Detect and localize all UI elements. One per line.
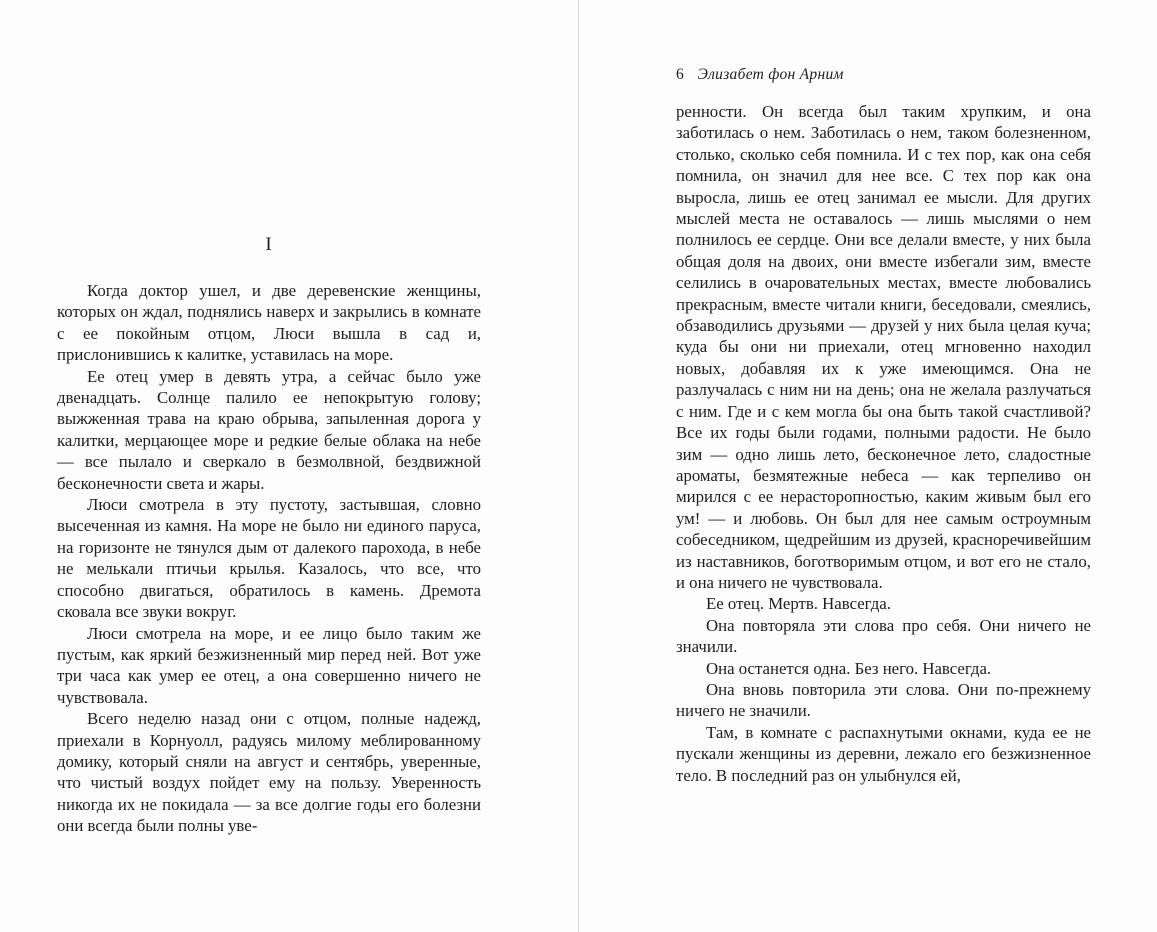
- page-divider: [578, 0, 579, 932]
- chapter-heading: I: [265, 234, 273, 255]
- page-number: 6: [676, 66, 684, 83]
- running-title: Элизабет фон Арним: [697, 66, 844, 83]
- paragraph: Там, в комнате с распахнутыми окнами, куда ее не пускали женщины из деревни, лежало его безжизненное тело. В последний раз он улыбнулся ей,: [676, 722, 1091, 785]
- paragraph: Ее отец. Мертв. Навсегда.: [706, 594, 891, 614]
- right-page-text: [676, 101, 1091, 786]
- paragraph: Она вновь повторила эти слова. Они по-прежнему ничего не значили.: [676, 679, 1091, 721]
- paragraph: ренности. Он всегда был таким хрупким, и она заботилась о нем. Заботилась о нем, таком болезненном, столько, сколько себя помнила. И с тех пор, как она себя помнила, он значил для нее все. С тех пор как она выросла, лишь ее отец занимал ее мысли. Для других мыслей места не оставалось — лишь мыслями о нем полнилось ее сердце. Они все делали вместе, у них была общая доля на двоих, они вместе избегали зим, вместе селились в очаровательных местах, вместе любовались прекрасным, вместе читали книги, беседовали, смеялись, обзаводились друзьями — друзей у них была целая куча; куда бы они ни приехали, отец мгновенно находил новых, добавляя их к уже имеющимся. Она не разлучалась с ним ни на день; она не желала разлучаться с ним. Где и с кем могла бы она быть такой счастливой? Все их годы были годами, полными радости. Не было зим — одно лишь лето, бесконечное лето, сладостные ароматы, безмятежные небеса — как терпеливо он мирился с ее нерасторопностью, каким живым был его ум! — и любовь. Он был для нее самым остроумным собеседником, щедрейшим из друзей, красноречивейшим из наставников, боготворимым отцом, и вот его не стало, и она ничего не чувствовала.: [676, 102, 1091, 592]
- paragraph: Она останется одна. Без него. Навсегда.: [706, 658, 992, 678]
- paragraph: Ее отец умер в девять утра, а сейчас было уже двенадцать. Солнце палило ее непокрытую голову; выжженная трава на краю обрыва, запыленная дорога у калитки, мерцающее море и редкие белые облака на небе — все пылало и сверкало в безмолвной, бездвижной бесконечности света и жары.: [57, 366, 481, 493]
- paragraph: Всего неделю назад они с отцом, полные надежд, приехали в Корнуолл, радуясь милому меблированному домику, который сняли на август и сентябрь, уверенные, что чистый воздух пойдет ему на пользу. Уверенность никогда их не покидала — за все долгие годы его болезни они всегда были полны уве-: [57, 709, 481, 836]
- paragraph: Люси смотрела в эту пустоту, застывшая, словно высеченная из камня. На море не было ни единого паруса, на горизонте не тянулся дым от далекого парохода, в небе не мелькали птичьи крылья. Казалось, что все, что способно двигаться, обратилось в камень. Дремота сковала все звуки вокруг.: [57, 495, 481, 622]
- paragraph: Люси смотрела на море, и ее лицо было таким же пустым, как яркий безжизненный мир перед ней. Вот уже три часа как умер ее отец, а она совершенно ничего не чувствовала.: [57, 623, 481, 707]
- running-header: [676, 66, 1091, 84]
- paragraph: Она повторяла эти слова про себя. Они ничего не значили.: [676, 615, 1091, 657]
- paragraph: Когда доктор ушел, и две деревенские женщины, которых он ждал, поднялись наверх и закрылись в комнате с ее покойным отцом, Люси вышла в сад и, прислонившись к калитке, уставилась на море.: [57, 281, 481, 365]
- right-page: [676, 66, 1091, 786]
- left-page: [57, 234, 481, 837]
- left-page-text: [57, 280, 481, 837]
